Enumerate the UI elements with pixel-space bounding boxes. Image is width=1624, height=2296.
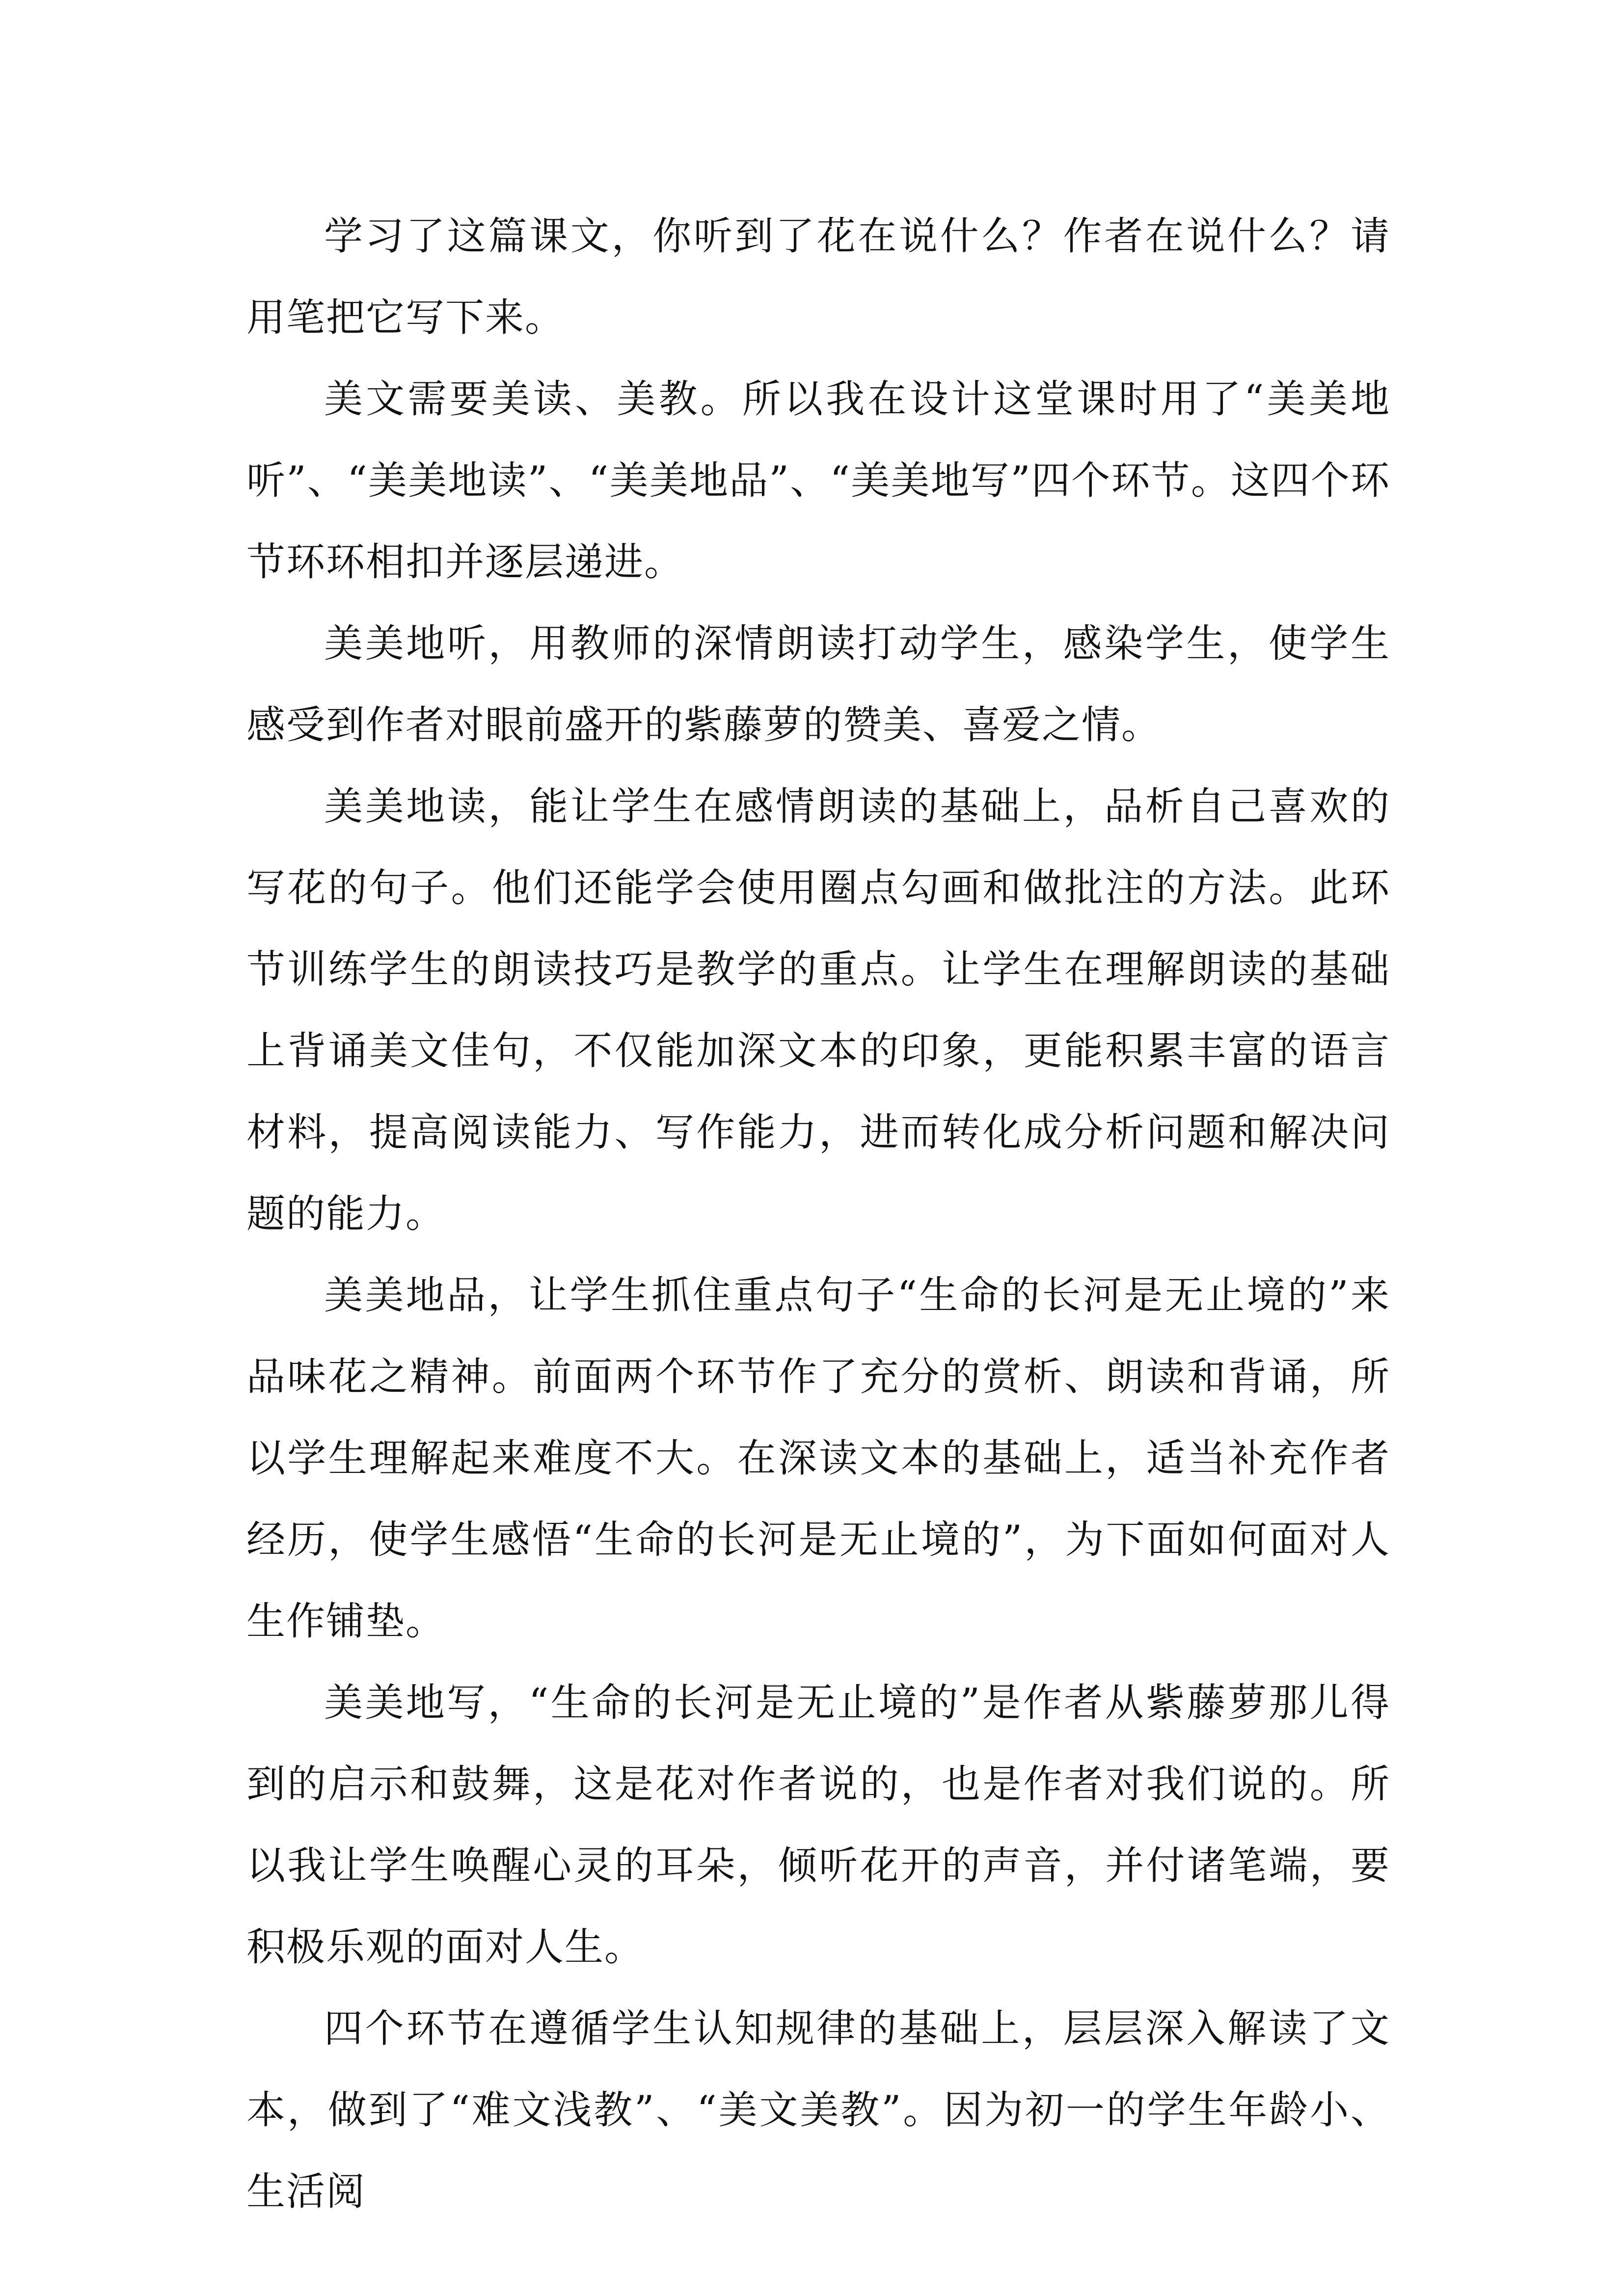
paragraph-6: 美美地写，“生命的长河是无止境的”是作者从紫藤萝那儿得到的启示和鼓舞，这是花对作者说的，也是作者对我们说的。所以我让学生唤醒心灵的耳朵，倾听花开的声音，并付诸笔端，要积极乐观的面对人生。: [246, 1680, 1390, 1970]
document-body: [246, 195, 1390, 2232]
paragraph-1: 学习了这篇课文，你听到了花在说什么？作者在说什么？请用笔把它写下来。: [246, 214, 1390, 340]
paragraph-4: 美美地读，能让学生在感情朗读的基础上，品析自己喜欢的写花的句子。他们还能学会使用圈点勾画和做批注的方法。此环节训练学生的朗读技巧是教学的重点。让学生在理解朗读的基础上背诵美文佳句，不仅能加深文本的印象，更能积累丰富的语言材料，提高阅读能力、写作能力，进而转化成分析问题和解决问题的能力。: [246, 784, 1390, 1236]
paragraph-5: 美美地品，让学生抓住重点句子“生命的长河是无止境的”来品味花之精神。前面两个环节作了充分的赏析、朗读和背诵，所以学生理解起来难度不大。在深读文本的基础上，适当补充作者经历，使学生感悟“生命的长河是无止境的”，为下面如何面对人生作铺垫。: [246, 1273, 1390, 1644]
paragraph-3: 美美地听，用教师的深情朗读打动学生，感染学生，使学生感受到作者对眼前盛开的紫藤萝的赞美、喜爱之情。: [246, 621, 1390, 748]
paragraph-7: 四个环节在遵循学生认知规律的基础上，层层深入解读了文本，做到了“难文浅教”、“美文美教”。因为初一的学生年龄小、生活阅: [246, 2006, 1390, 2214]
paragraph-2: 美文需要美读、美教。所以我在设计这堂课时用了“美美地听”、“美美地读”、“美美地品”、“美美地写”四个环节。这四个环节环环相扣并逐层递进。: [246, 376, 1390, 585]
